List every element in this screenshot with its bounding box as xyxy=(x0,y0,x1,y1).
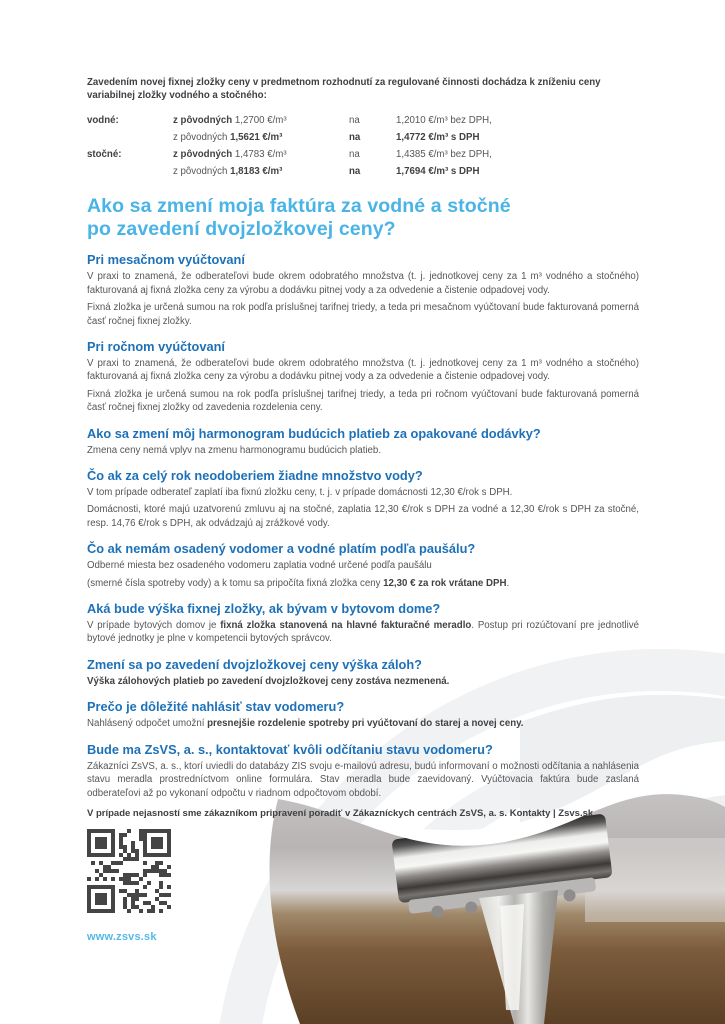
closing-note: V prípade nejasností sme zákazníkom pripravení poradiť v Zákazníckych centrách ZsVS, a. s. Kontakty | Zsvs.sk xyxy=(87,807,594,819)
main-heading-line2: po zavedení dvojzložkovej ceny? xyxy=(87,218,396,241)
section-paragraph: V praxi to znamená, že odberateľovi bude okrem odobratého množstva (t. j. jednotkovej ceny za 1 m³ vodného a stočného) fakturovaná aj fixná zložka ceny za výrobu a dodávku pitnej vody a za odvedenie a čistenie odpadovej vody. xyxy=(87,358,639,383)
section-paragraph: V tom prípade odberateľ zaplatí iba fixnú zložku ceny, t. j. v prípade domácnosti 12,30 €/rok s DPH. xyxy=(87,487,513,499)
price-cell-result: 1,2010 €/m³ bez DPH, xyxy=(396,115,492,127)
section-paragraph: V praxi to znamená, že odberateľovi bude okrem odobratého množstva (t. j. jednotkovej ceny za 1 m³ vodného a stočného) fakturovaná aj fixná zložka ceny za výrobu a dodávku pitnej vody a za odvedenie a čistenie odpadovej vody. xyxy=(87,271,639,296)
price-row xyxy=(87,112,639,129)
price-cell-result: 1,4385 €/m³ bez DPH, xyxy=(396,149,492,161)
section-heading: Prečo je dôležité nahlásiť stav vodomeru? xyxy=(87,699,345,715)
price-cell-old: z pôvodných 1,2700 €/m³ xyxy=(173,115,287,127)
section-heading: Čo ak nemám osadený vodomer a vodné platím podľa paušálu? xyxy=(87,541,476,557)
section-heading: Bude ma ZsVS, a. s., kontaktovať kvôli odčítaniu stavu vodomeru? xyxy=(87,741,493,757)
flyer-content xyxy=(87,66,639,829)
price-cell-result: 1,4772 €/m³ s DPH xyxy=(396,132,480,144)
section-paragraph: Domácnosti, ktoré majú uzatvorenú zmluvu aj na stočné, zaplatia 12,30 €/rok s DPH za vodné a 12,30 €/rok s DPH za stočné, resp. 14,76 €/rok s DPH, ak odvádzajú aj zrážkové vody. xyxy=(87,504,639,529)
section-paragraph: (smerné čísla spotreby vody) a k tomu sa pripočíta fixná zložka ceny 12,30 € za rok vrátane DPH. xyxy=(87,577,510,589)
section-paragraph: Výška zálohových platieb po zavedení dvojzložkovej ceny zostáva nezmenená. xyxy=(87,675,450,687)
price-cell-label xyxy=(87,129,173,146)
section-paragraph: Fixná zložka je určená sumou na rok podľa príslušnej tarifnej triedy, a teda pri mesačnom vyúčtovaní bude fakturovaná pomerná časť ročnej fixnej zložky. xyxy=(87,302,639,327)
section-heading: Aká bude výška fixnej zložky, ak bývam v bytovom dome? xyxy=(87,601,441,617)
price-cell-old: z pôvodných 1,8183 €/m³ xyxy=(173,166,283,178)
price-cell-na: na xyxy=(349,115,360,127)
section-heading: Ako sa zmení môj harmonogram budúcich platieb za opakované dodávky? xyxy=(87,425,541,441)
section-heading: Pri ročnom vyúčtovaní xyxy=(87,339,225,354)
footer-block xyxy=(87,829,207,943)
price-cell-old: z pôvodných 1,4783 €/m³ xyxy=(173,149,287,161)
section-heading: Čo ak za celý rok neodoberiem žiadne množstvo vody? xyxy=(87,468,423,484)
section-paragraph: Odberné miesta bez osadeného vodomeru zaplatia vodné určené podľa paušálu xyxy=(87,560,432,572)
price-cell-label xyxy=(87,163,173,180)
price-cell-na: na xyxy=(349,132,361,144)
price-cell-label: vodné: xyxy=(87,115,119,127)
faq-sections xyxy=(87,252,639,800)
price-table xyxy=(87,112,639,180)
price-row xyxy=(87,129,639,146)
intro-paragraph: Zavedením novej fixnej zložky ceny v predmetnom rozhodnutí za regulované činnosti dochádza k zníženiu ceny variabilnej zložky vodného a stočného: xyxy=(87,76,601,102)
price-cell-old: z pôvodných 1,5621 €/m³ xyxy=(173,132,283,144)
section-paragraph: V prípade bytových domov je fixná zložka stanovená na hlavné fakturačné meradlo. Postup pri rozúčtovaní pre jednotlivé bytové jednotky je plne v kompetencii bytových správcov. xyxy=(87,620,639,645)
price-cell-na: na xyxy=(349,166,361,178)
main-heading xyxy=(87,195,639,241)
section-heading: Pri mesačnom vyúčtovaní xyxy=(87,252,245,268)
price-cell-label: stočné: xyxy=(87,149,122,161)
section-paragraph: Zmena ceny nemá vplyv na zmenu harmonogramu budúcich platieb. xyxy=(87,444,382,456)
qr-code-icon xyxy=(87,829,171,913)
website-link[interactable]: www.zsvs.sk xyxy=(87,931,157,943)
price-row xyxy=(87,163,639,180)
section-paragraph: Fixná zložka je určená sumou na rok podľa príslušnej tarifnej triedy, a teda pri ročnom vyúčtovaní bude fakturovaná pomerná časť ročnej fixnej zložky od zavedenia rozdelenia ceny. xyxy=(87,388,639,414)
price-cell-result: 1,7694 €/m³ s DPH xyxy=(396,166,480,178)
price-row xyxy=(87,146,639,163)
main-heading-line1: Ako sa zmení moja faktúra za vodné a stočné xyxy=(87,195,511,218)
section-paragraph: Zákazníci ZsVS, a. s., ktorí uviedli do databázy ZIS svoju e-mailovú adresu, budú informovaní o možnosti odčítania a nahlásenia stavu meradla prostredníctvom online formulára. Stav meradla bude zaevidovaný. Vyúčtovacia faktúra bude zaslaná odberateľovi až po vykonaní odpočtu v riadnom odpočtovom období. xyxy=(87,760,639,799)
price-cell-na: na xyxy=(349,149,360,161)
section-heading: Zmení sa po zavedení dvojzložkovej ceny výška záloh? xyxy=(87,656,422,672)
section-paragraph: Nahlásený odpočet umožní presnejšie rozdelenie spotreby pri vyúčtovaní do starej a novej ceny. xyxy=(87,718,524,730)
